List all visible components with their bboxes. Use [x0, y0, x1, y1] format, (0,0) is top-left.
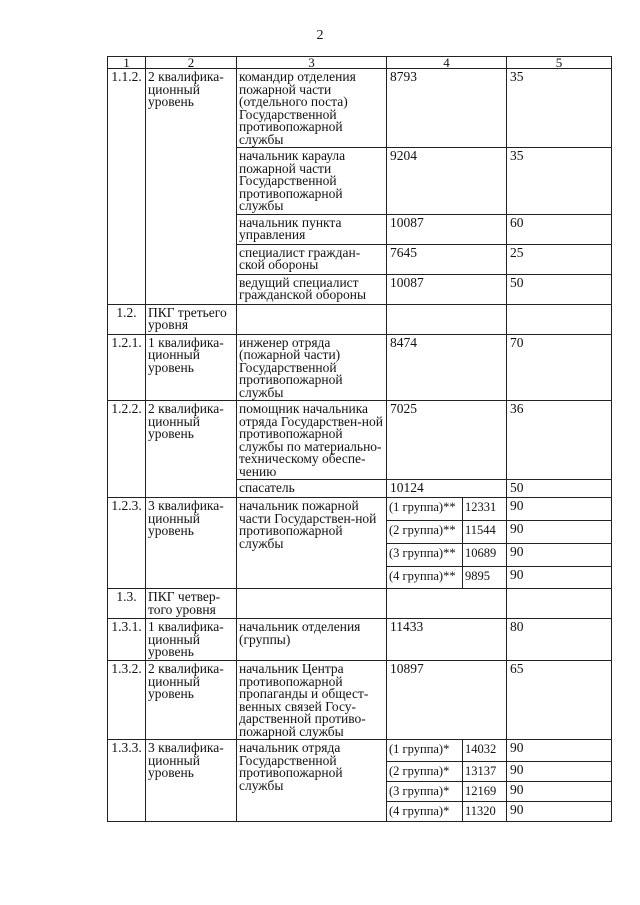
position-name: командир отделения пожарной части (отдельного поста) Государственной противопожарной службы	[237, 69, 387, 148]
percent-value: 25	[507, 244, 612, 274]
group-label: (2 группа)*	[387, 762, 463, 782]
percent-value: 36	[507, 401, 612, 480]
salary-value: 11320	[463, 802, 507, 822]
row-number: 1.3.	[108, 589, 146, 619]
empty-cell	[237, 304, 387, 334]
salary-value: 12331	[463, 498, 507, 521]
table-row	[108, 740, 612, 762]
position-name: начальник отделения (группы)	[237, 619, 387, 661]
group-label: (4 группа)*	[387, 802, 463, 822]
salary-value: 7025	[387, 401, 507, 480]
position-name: начальник пункта управления	[237, 214, 387, 244]
group-label: (1 группа)*	[387, 740, 463, 762]
table-row	[108, 401, 612, 480]
salary-value: 9204	[387, 148, 507, 215]
table-row	[108, 619, 612, 661]
group-label: (4 группа)**	[387, 567, 463, 589]
empty-cell	[387, 304, 507, 334]
group-title: ПКГ четвер-того уровня	[146, 589, 237, 619]
header-row	[108, 57, 612, 69]
salary-value: 9895	[463, 567, 507, 589]
percent-value: 90	[507, 802, 612, 822]
salary-value: 10087	[387, 274, 507, 304]
header-cell: 1	[108, 57, 146, 69]
row-number: 1.3.1.	[108, 619, 146, 661]
row-number: 1.3.3.	[108, 740, 146, 822]
qualification-level: 3 квалифика-ционный уровень	[146, 498, 237, 589]
percent-value: 60	[507, 214, 612, 244]
empty-cell	[507, 589, 612, 619]
qualification-level: 1 квалифика-ционный уровень	[146, 334, 237, 401]
position-name: начальник отряда Государственной противопожарной службы	[237, 740, 387, 822]
percent-value: 90	[507, 498, 612, 521]
percent-value: 35	[507, 148, 612, 215]
percent-value: 80	[507, 619, 612, 661]
qualification-level: 2 квалифика-ционный уровень	[146, 69, 237, 305]
header-cell: 4	[387, 57, 507, 69]
percent-value: 50	[507, 274, 612, 304]
position-name: помощник начальника отряда Государствен-ной противопожарной службы по материально-техническому обеспе-чению	[237, 401, 387, 480]
percent-value: 65	[507, 661, 612, 740]
table-row	[108, 589, 612, 619]
salary-value: 10124	[387, 480, 507, 498]
position-name: специалист граждан-ской обороны	[237, 244, 387, 274]
row-number: 1.2.	[108, 304, 146, 334]
percent-value: 90	[507, 782, 612, 802]
percent-value: 35	[507, 69, 612, 148]
group-title: ПКГ третьего уровня	[146, 304, 237, 334]
group-label: (1 группа)**	[387, 498, 463, 521]
salary-value: 10087	[387, 214, 507, 244]
salary-table	[107, 56, 612, 822]
header-cell: 2	[146, 57, 237, 69]
qualification-level: 3 квалифика-ционный уровень	[146, 740, 237, 822]
row-number: 1.1.2.	[108, 69, 146, 305]
row-number: 1.2.3.	[108, 498, 146, 589]
position-name: начальник караула пожарной части Государственной противопожарной службы	[237, 148, 387, 215]
qualification-level: 2 квалифика-ционный уровень	[146, 401, 237, 498]
percent-value: 70	[507, 334, 612, 401]
salary-value: 11544	[463, 521, 507, 544]
salary-value: 13137	[463, 762, 507, 782]
group-label: (3 группа)**	[387, 544, 463, 567]
table-row	[108, 69, 612, 148]
empty-cell	[237, 589, 387, 619]
table-row	[108, 304, 612, 334]
qualification-level: 1 квалифика-ционный уровень	[146, 619, 237, 661]
table-row	[108, 498, 612, 521]
position-name: спасатель	[237, 480, 387, 498]
empty-cell	[387, 589, 507, 619]
position-name: ведущий специалист гражданской обороны	[237, 274, 387, 304]
row-number: 1.2.2.	[108, 401, 146, 498]
salary-value: 10897	[387, 661, 507, 740]
salary-value: 8793	[387, 69, 507, 148]
empty-cell	[507, 304, 612, 334]
header-cell: 5	[507, 57, 612, 69]
percent-value: 50	[507, 480, 612, 498]
header-cell: 3	[237, 57, 387, 69]
salary-value: 7645	[387, 244, 507, 274]
group-label: (3 группа)*	[387, 782, 463, 802]
salary-value: 12169	[463, 782, 507, 802]
row-number: 1.2.1.	[108, 334, 146, 401]
salary-value: 10689	[463, 544, 507, 567]
percent-value: 90	[507, 521, 612, 544]
row-number: 1.3.2.	[108, 661, 146, 740]
position-name: инженер отряда (пожарной части) Государственной противопожарной службы	[237, 334, 387, 401]
position-name: начальник пожарной части Государствен-ной противопожарной службы	[237, 498, 387, 589]
qualification-level: 2 квалифика-ционный уровень	[146, 661, 237, 740]
percent-value: 90	[507, 740, 612, 762]
salary-value: 14032	[463, 740, 507, 762]
table-row	[108, 334, 612, 401]
table-row	[108, 661, 612, 740]
salary-value: 11433	[387, 619, 507, 661]
group-label: (2 группа)**	[387, 521, 463, 544]
page-number: 2	[316, 28, 324, 43]
position-name: начальник Центра противопожарной пропаганды и общест-венных связей Госу-дарственной противо-пожарной службы	[237, 661, 387, 740]
salary-value: 8474	[387, 334, 507, 401]
percent-value: 90	[507, 544, 612, 567]
percent-value: 90	[507, 762, 612, 782]
percent-value: 90	[507, 567, 612, 589]
